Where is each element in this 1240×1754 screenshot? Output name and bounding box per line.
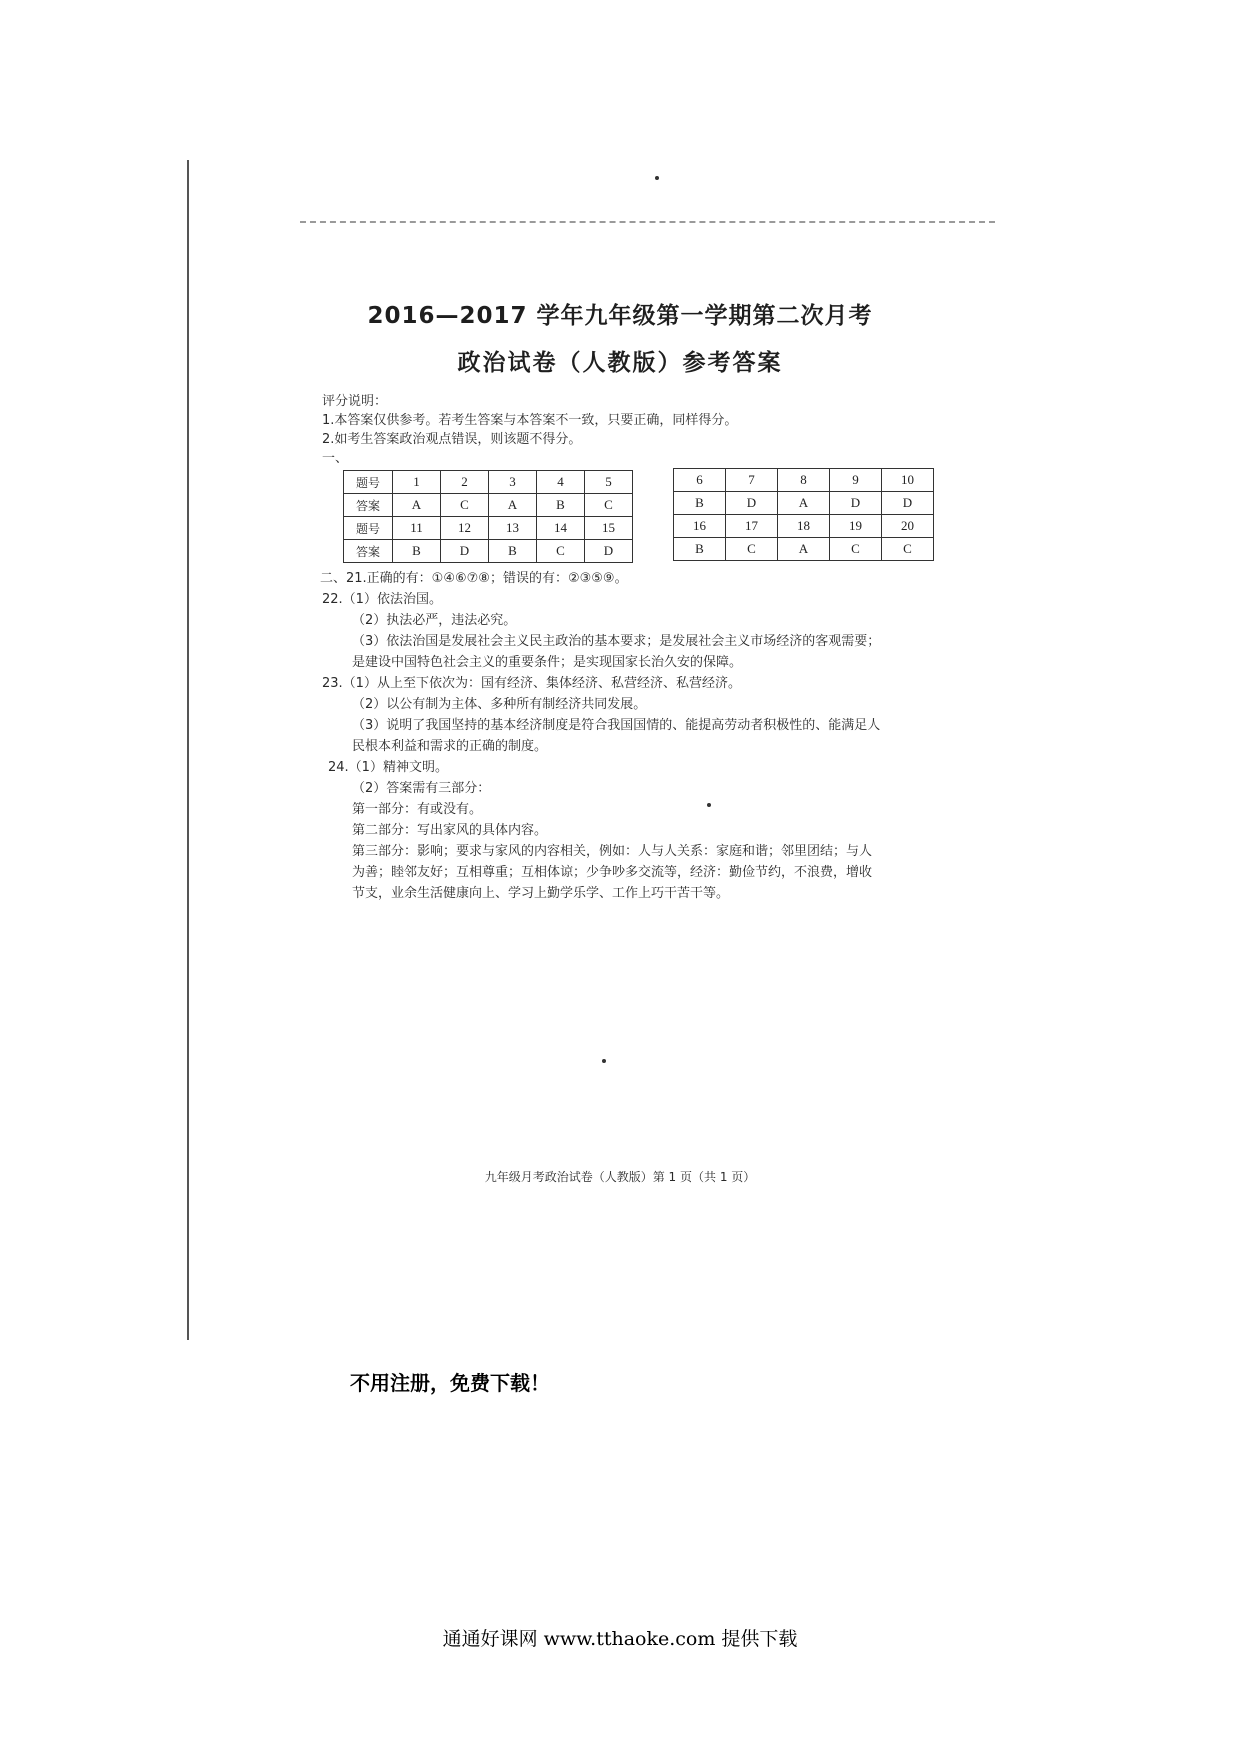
answer-cell: C — [726, 538, 778, 561]
question-number: 9 — [830, 469, 882, 492]
answer-cell: B — [674, 492, 726, 515]
question-number: 14 — [537, 517, 585, 540]
q24-part3c: 节支，业余生活健康向上、学习上勤学乐学、工作上巧干苦干等。 — [352, 886, 730, 901]
question-number: 13 — [489, 517, 537, 540]
question-number: 12 — [441, 517, 489, 540]
q22-1-answer: 22.（1）依法治国。 — [322, 592, 442, 607]
question-number: 19 — [830, 515, 882, 538]
answer-cell: C — [585, 494, 633, 517]
question-number: 18 — [778, 515, 830, 538]
header-cell: 题号 — [344, 471, 393, 494]
question-number: 20 — [882, 515, 934, 538]
answer-cell: D — [830, 492, 882, 515]
scan-dot — [655, 176, 659, 180]
answer-cell: C — [882, 538, 934, 561]
question-number: 11 — [393, 517, 441, 540]
q24-part2: 第二部分：写出家风的具体内容。 — [352, 823, 548, 838]
q22-3a-answer: （3）依法治国是发展社会主义民主政治的基本要求；是发展社会主义市场经济的客观需要； — [352, 634, 881, 649]
q24-part3a: 第三部分：影响；要求与家风的内容相关，例如：人与人关系：家庭和谐；邻里团结；与人 — [352, 844, 873, 859]
answer-cell: A — [778, 538, 830, 561]
q22-3b-answer: 是建设中国特色社会主义的重要条件；是实现国家长治久安的保障。 — [352, 655, 743, 670]
q23-1-answer: 23.（1）从上至下依次为：国有经济、集体经济、私营经济、私营经济。 — [322, 676, 741, 691]
answer-cell: A — [393, 494, 441, 517]
question-number: 8 — [778, 469, 830, 492]
question-number: 3 — [489, 471, 537, 494]
scan-dot — [602, 1059, 606, 1063]
table-row — [674, 469, 934, 492]
answer-table-left — [343, 470, 633, 563]
answer-cell: C — [537, 540, 585, 563]
scan-margin-rule — [187, 160, 189, 1340]
table-row — [674, 515, 934, 538]
question-number: 1 — [393, 471, 441, 494]
scoring-heading: 评分说明： — [322, 394, 388, 409]
table-row — [344, 471, 633, 494]
header-cell: 答案 — [344, 494, 393, 517]
q24-part3b: 为善；睦邻友好；互相尊重；互相体谅；少争吵多交流等，经济：勤俭节约，不浪费，增收 — [352, 865, 873, 880]
answer-cell: B — [393, 540, 441, 563]
question-number: 5 — [585, 471, 633, 494]
scan-dash-line — [300, 221, 995, 223]
page-title: 2016—2017 学年九年级第一学期第二次月考 — [367, 303, 873, 329]
question-number: 2 — [441, 471, 489, 494]
header-cell: 答案 — [344, 540, 393, 563]
q21-answer: 二、21.正确的有：①④⑥⑦⑧；错误的有：②③⑤⑨。 — [320, 571, 628, 586]
q24-part1: 第一部分：有或没有。 — [352, 802, 483, 817]
section-one-label: 一、 — [322, 451, 349, 466]
question-number: 16 — [674, 515, 726, 538]
q23-3a-answer: （3）说明了我国坚持的基本经济制度是符合我国国情的、能提高劳动者积极性的、能满足人 — [352, 718, 881, 733]
answer-cell: D — [585, 540, 633, 563]
q23-3b-answer: 民根本利益和需求的正确的制度。 — [352, 739, 548, 754]
table-row — [344, 540, 633, 563]
page-footer: 九年级月考政治试卷（人教版）第 1 页（共 1 页） — [484, 1170, 756, 1184]
header-cell: 题号 — [344, 517, 393, 540]
answer-cell: D — [726, 492, 778, 515]
question-number: 17 — [726, 515, 778, 538]
answer-cell: B — [537, 494, 585, 517]
provider-credit: 通通好课网 www.tthaoke.com 提供下载 — [442, 1628, 798, 1650]
table-row — [344, 494, 633, 517]
q24-1-answer: 24.（1）精神文明。 — [328, 760, 448, 775]
answer-cell: B — [489, 540, 537, 563]
q24-2-answer: （2）答案需有三部分： — [352, 781, 491, 796]
question-number: 10 — [882, 469, 934, 492]
q22-2-answer: （2）执法必严，违法必究。 — [352, 613, 517, 628]
answer-table-right — [673, 468, 934, 561]
question-number: 7 — [726, 469, 778, 492]
scoring-note-1: 1.本答案仅供参考。若考生答案与本答案不一致，只要正确，同样得分。 — [322, 413, 738, 428]
table-row — [344, 517, 633, 540]
answer-cell: A — [778, 492, 830, 515]
q23-2-answer: （2）以公有制为主体、多种所有制经济共同发展。 — [352, 697, 647, 712]
answer-cell: C — [830, 538, 882, 561]
page-subtitle: 政治试卷（人教版）参考答案 — [457, 350, 783, 376]
scan-dot — [707, 803, 711, 807]
download-slogan: 不用注册，免费下载！ — [350, 1371, 550, 1395]
answer-cell: A — [489, 494, 537, 517]
answer-cell: D — [441, 540, 489, 563]
question-number: 6 — [674, 469, 726, 492]
answer-cell: B — [674, 538, 726, 561]
question-number: 15 — [585, 517, 633, 540]
answer-cell: C — [441, 494, 489, 517]
question-number: 4 — [537, 471, 585, 494]
table-row — [674, 538, 934, 561]
scoring-note-2: 2.如考生答案政治观点错误，则该题不得分。 — [322, 432, 582, 447]
answer-cell: D — [882, 492, 934, 515]
table-row — [674, 492, 934, 515]
